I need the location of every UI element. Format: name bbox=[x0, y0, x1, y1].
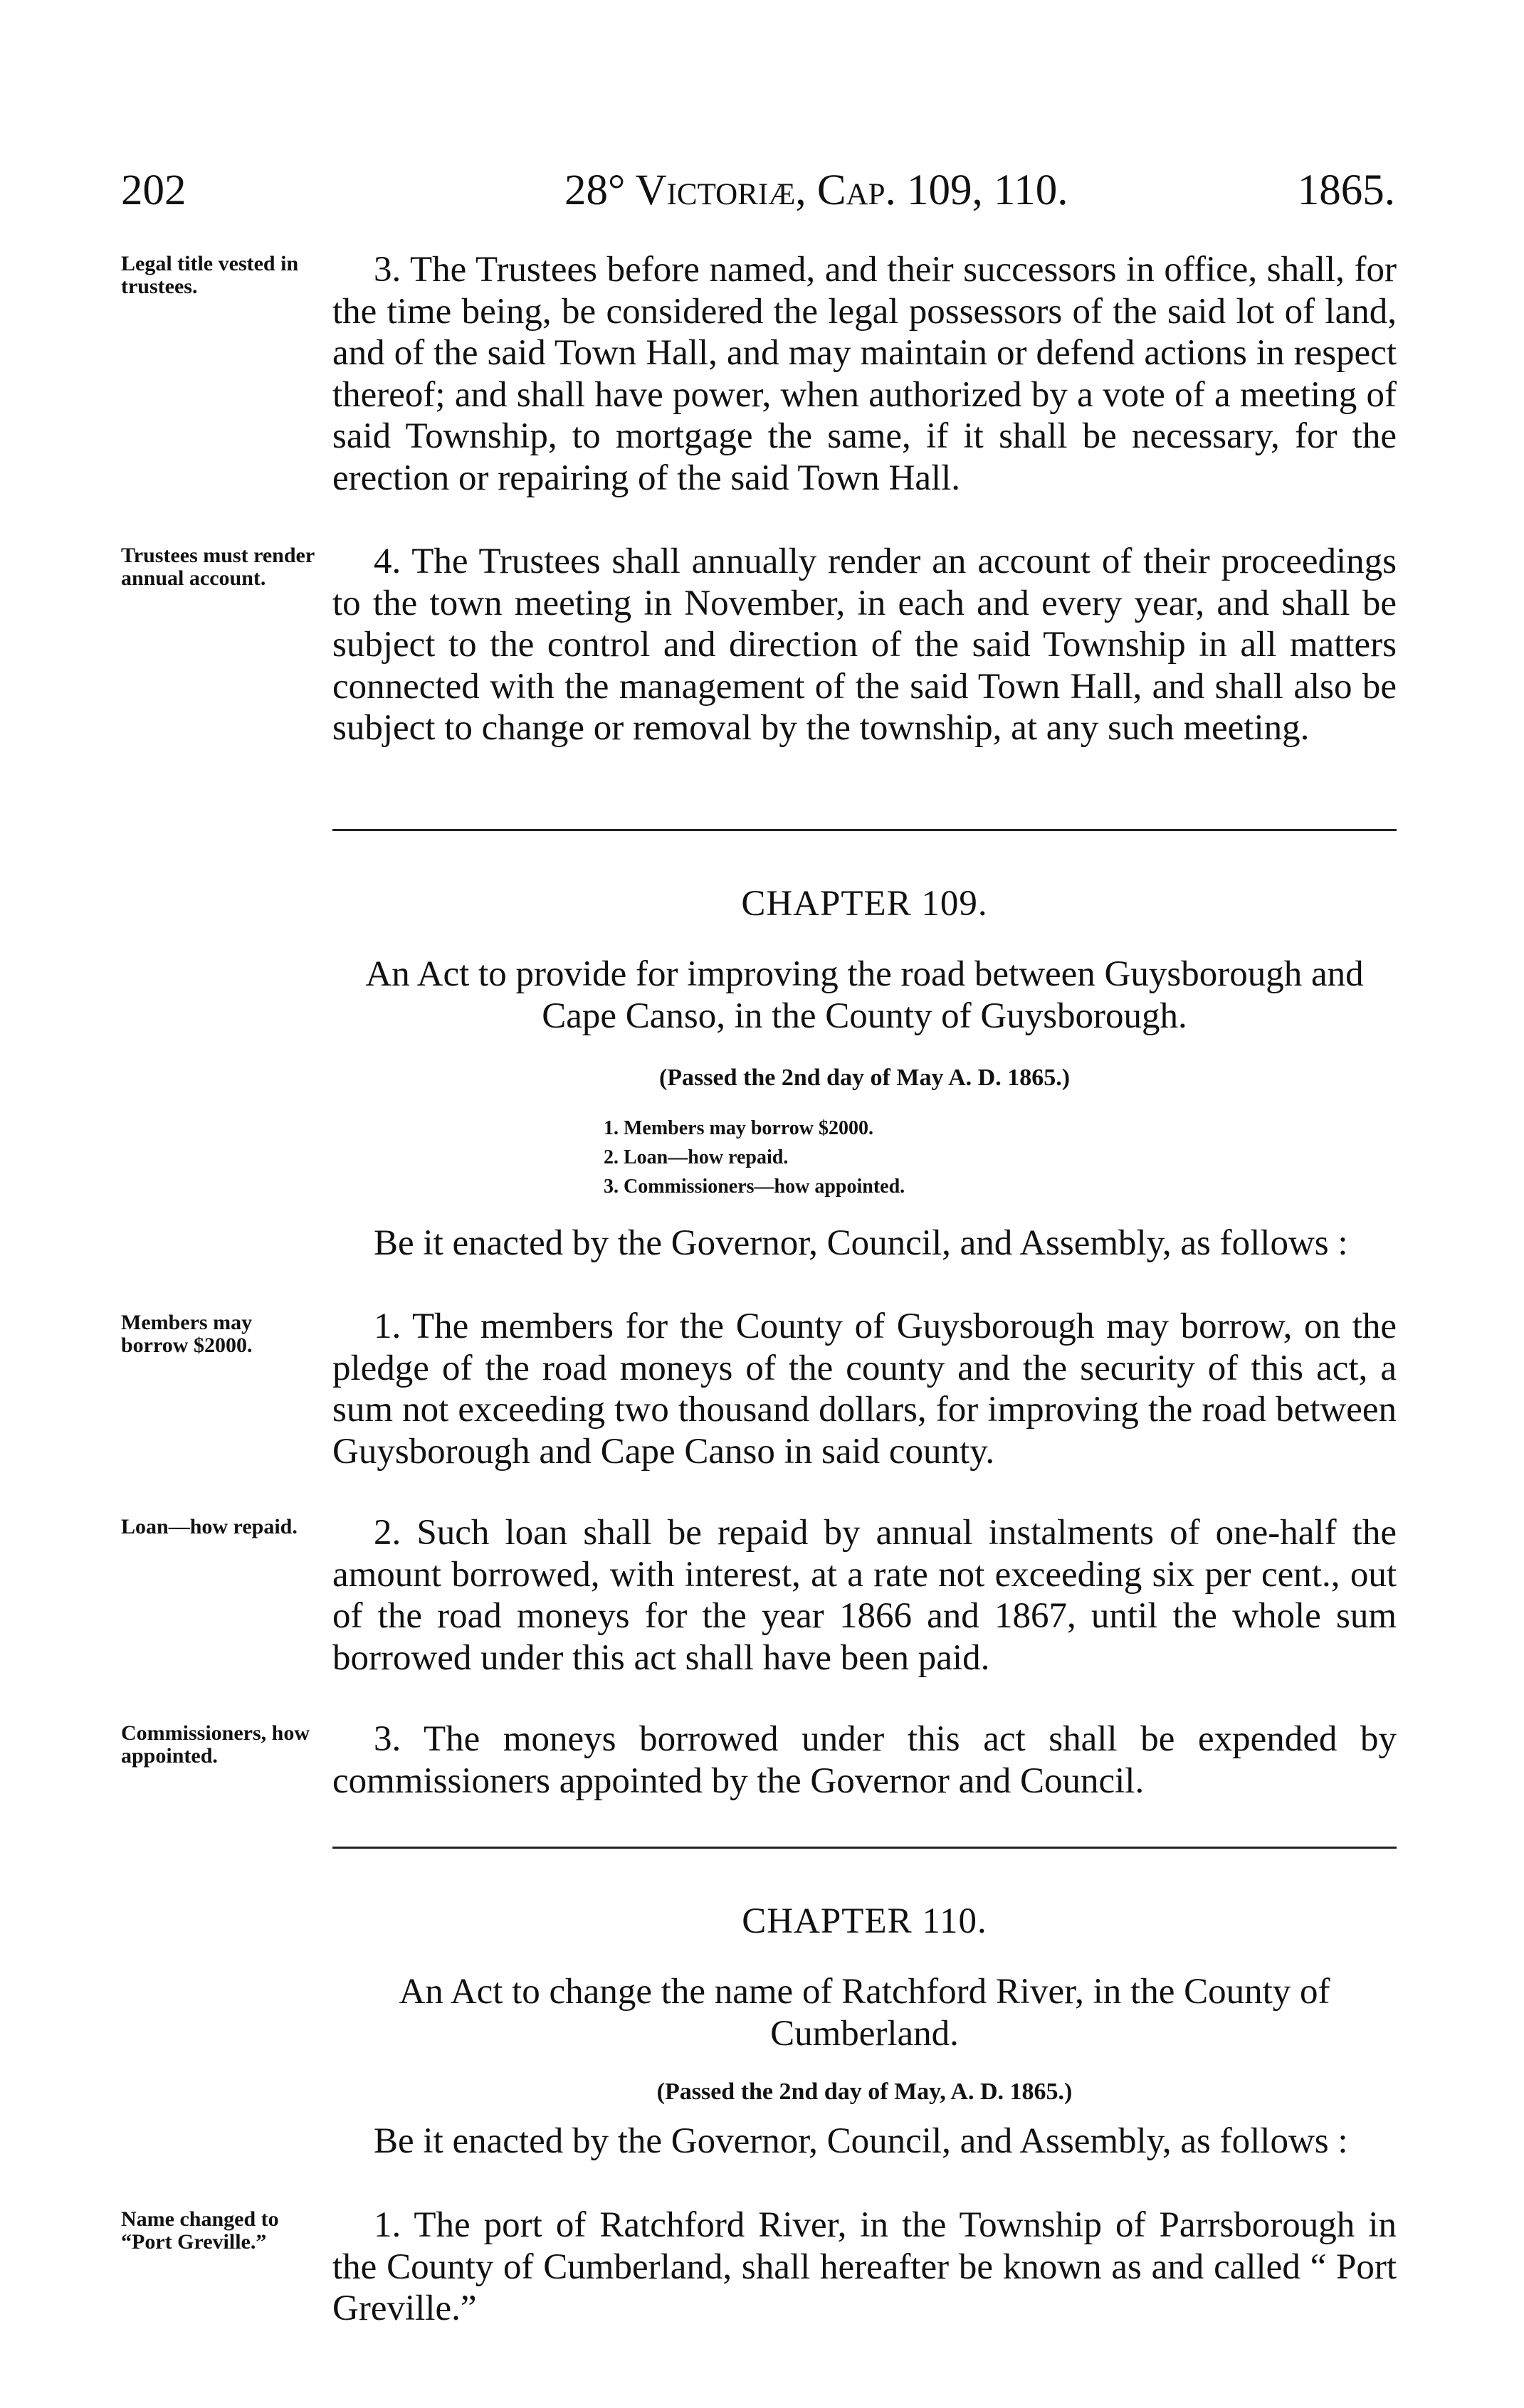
section-paragraph: 3. The moneys borrowed under this act shall be expended by commissioners appointed by the Governor and Council. bbox=[332, 1719, 1397, 1801]
running-title: 28° Victoriæ, Cap. 109, 110. bbox=[564, 167, 1068, 214]
section-paragraph: 1. The members for the County of Guysborough may borrow, on the pledge of the road moneys of the county and the security of this act, a sum not exceeding two thousand dollars, for improving the road between Guysborough and Cape Canso in said county. bbox=[332, 1306, 1397, 1472]
margin-note: Members may borrow $2000. bbox=[121, 1311, 253, 1357]
chapter-heading: CHAPTER 109. bbox=[741, 884, 988, 924]
passed-date: (Passed the 2nd day of May A. D. 1865.) bbox=[658, 1065, 1071, 1091]
margin-note: Name changed to “Port Greville.” bbox=[121, 2207, 279, 2254]
page-number: 202 bbox=[121, 167, 186, 214]
header-year: 1865. bbox=[1297, 167, 1395, 214]
act-title: An Act to provide for improving the road between Guysborough and Cape Canso, in the County of Guysborough. bbox=[365, 954, 1364, 1036]
contents-item: 2. Loan—how repaid. bbox=[604, 1146, 789, 1168]
section-divider bbox=[332, 829, 1397, 831]
section-paragraph: 4. The Trustees shall annually render an account of their proceedings to the town meeting in November, in each and every year, and shall be subject to the control and direction of the said Township in all matters connected with the management of the said Town Hall, and shall also be subject to change or removal by the township, at any such meeting. bbox=[332, 542, 1397, 748]
section-paragraph: 3. The Trustees before named, and their successors in office, shall, for the time being, be considered the legal possessors of the said lot of land, and of the said Town Hall, and may maintain or defend actions in respect thereof; and shall have power, when authorized by a vote of a meeting of said Township, to mortgage the same, if it shall be necessary, for the erection or repairing of the said Town Hall. bbox=[332, 250, 1397, 498]
margin-note: Trustees must render annual account. bbox=[121, 544, 315, 590]
chapter-heading: CHAPTER 110. bbox=[742, 1901, 987, 1941]
act-title: An Act to change the name of Ratchford River, in the County of Cumberland. bbox=[399, 1972, 1330, 2054]
enacting-clause: Be it enacted by the Governor, Council, and Assembly, as follows : bbox=[374, 2121, 1348, 2161]
passed-date: (Passed the 2nd day of May, A. D. 1865.) bbox=[656, 2079, 1073, 2105]
section-paragraph: 2. Such loan shall be repaid by annual instalments of one-half the amount borrowed, with interest, at a rate not exceeding six per cent., out of the road moneys for the year 1866 and 1867, until the whole sum borrowed under this act shall have been paid. bbox=[332, 1513, 1397, 1678]
section-paragraph: 1. The port of Ratchford River, in the Township of Parrsborough in the County of Cumberland, shall hereafter be known as and called “ Port Greville.” bbox=[332, 2205, 1397, 2328]
margin-note: Legal title vested in trustees. bbox=[121, 252, 299, 298]
contents-item: 3. Commissioners—how appointed. bbox=[604, 1176, 905, 1198]
contents-item: 1. Members may borrow $2000. bbox=[604, 1117, 873, 1139]
enacting-clause: Be it enacted by the Governor, Council, and Assembly, as follows : bbox=[374, 1223, 1348, 1263]
margin-note: Loan—how repaid. bbox=[121, 1515, 298, 1538]
running-header bbox=[121, 162, 1395, 219]
margin-note: Commissioners, how appointed. bbox=[121, 1721, 310, 1768]
section-contents bbox=[604, 1114, 1244, 1201]
section-divider bbox=[332, 1847, 1397, 1849]
